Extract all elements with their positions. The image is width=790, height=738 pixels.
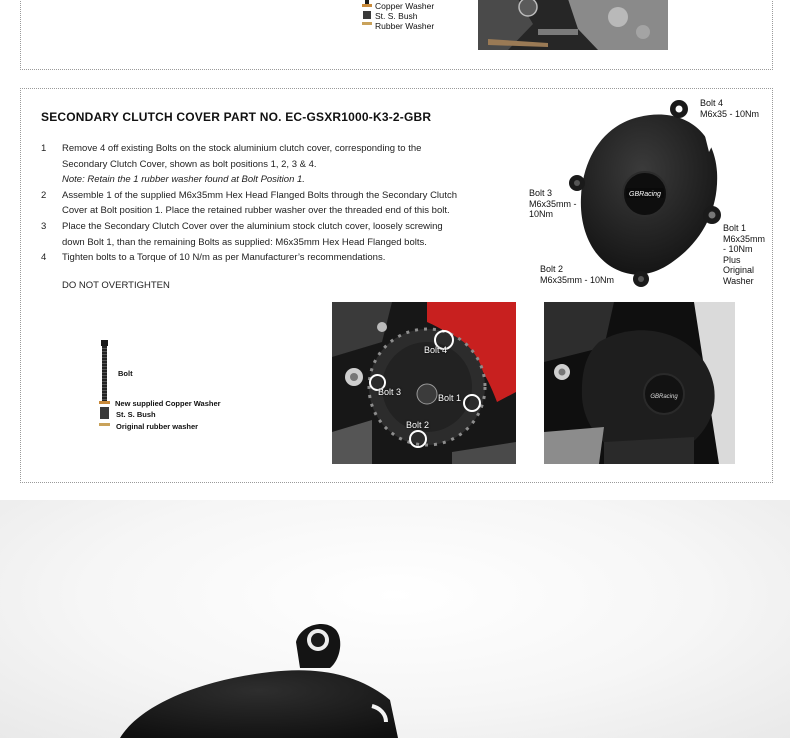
bolt2-marker-ring: [409, 430, 427, 448]
copper-washer-label: New supplied Copper Washer: [115, 399, 221, 408]
fitted-cover-illustration: [544, 302, 735, 464]
step-note: Note: Retain the 1 rubber washer found at Bolt Position 1.: [62, 174, 305, 186]
cover-logo: GBRacing: [629, 191, 661, 198]
section-title: [41, 110, 431, 124]
clutch-cover-product-shot: [0, 500, 790, 738]
bolt4-photo-label: Bolt 4: [424, 345, 448, 355]
callout-line: Washer: [723, 275, 754, 286]
copper-washer-label: Copper Washer: [375, 1, 435, 11]
step-text-line: Remove 4 off existing Bolts on the stock aluminium clutch cover, corresponding to the: [62, 143, 422, 154]
callout-line: - 10Nm: [723, 244, 753, 254]
fitted-logo: GBRacing: [650, 394, 678, 400]
step-text-line: down Bolt 1, than the remaining Bolts as supplied: M6x35mm Hex Head Flanged bolts.: [62, 236, 427, 248]
bush-shape: [100, 407, 109, 419]
section-title-prefix: SECONDARY CLUTCH COVER: [41, 110, 221, 124]
bolt1-callout: [723, 223, 765, 286]
bush-label: St. S. Bush: [116, 410, 156, 419]
bolt3-photo-label: Bolt 3: [378, 387, 402, 397]
product-hero-image: [0, 500, 790, 738]
engine-photo-illustration: [478, 0, 668, 50]
instruction-step: [41, 188, 491, 219]
bush-shape: [363, 11, 371, 19]
callout-line: 10Nm: [529, 209, 554, 219]
engine-photo-top: [478, 0, 668, 50]
callout-line: Bolt 2: [540, 264, 564, 274]
step-text-line: Secondary Clutch Cover, shown as bolt positions 1, 2, 3 & 4.: [62, 158, 317, 170]
rubber-washer-shape: [362, 22, 372, 25]
part-number: PART NO. EC-GSXR1000-K3-2-GBR: [223, 110, 432, 124]
bush-label: St. S. Bush: [375, 11, 418, 21]
step-text-line: Place the Secondary Clutch Cover over the aluminium stock clutch cover, loosely screwing: [62, 220, 443, 232]
step-text-line: Tighten bolts to a Torque of 10 N/m as per Manufacturer’s recommendations.: [62, 252, 386, 264]
callout-line: Plus: [723, 254, 741, 265]
step-text-line: Cover at Bolt position 1. Place the retained rubber washer over the threaded end of this bolt.: [62, 205, 450, 217]
instruction-step: [41, 250, 491, 266]
callout-line: Bolt 1: [723, 223, 747, 233]
rubber-washer-label: Original rubber washer: [116, 422, 199, 431]
callout-line: M6x35 - 10Nm: [700, 108, 760, 119]
step-number: 2: [41, 189, 47, 201]
rubber-washer-shape: [99, 423, 110, 426]
callout-line: Bolt 3: [529, 188, 553, 198]
bolt2-callout: [540, 264, 614, 285]
step-text-line: Assemble 1 of the supplied M6x35mm Hex Head Flanged Bolts through the Secondary Clutch: [62, 189, 457, 201]
bolt-label: Bolt: [118, 369, 133, 378]
step-number: 4: [41, 252, 47, 264]
rubber-washer-label: Rubber Washer: [375, 21, 435, 31]
bolt2-photo-label: Bolt 2: [406, 420, 430, 430]
bolt-shank-shape: [102, 346, 107, 401]
clutch-cover-illustration: [569, 97, 729, 287]
bolt1-marker-ring: [463, 394, 481, 412]
callout-line: Bolt 4: [700, 98, 724, 108]
callout-line: M6x35mm - 10Nm: [540, 274, 615, 285]
bolt-position-photo: [332, 302, 516, 464]
bolt3-callout: [529, 188, 577, 220]
copper-washer-shape: [99, 401, 110, 404]
instruction-list: [41, 141, 491, 266]
secondary-clutch-cover-section: [20, 88, 773, 483]
copper-washer-shape: [362, 4, 372, 7]
callout-line: Original: [723, 265, 755, 275]
callout-line: M6x35mm: [723, 233, 766, 244]
overtighten-warning: DO NOT OVERTIGHTEN: [62, 280, 170, 291]
bolt4-callout: [700, 98, 759, 119]
callout-line: M6x35mm -: [529, 198, 577, 209]
instruction-step: [41, 219, 491, 250]
step-number: 1: [41, 143, 47, 154]
bolt1-photo-label: Bolt 1: [438, 393, 462, 403]
instruction-step: [41, 141, 491, 188]
fitted-cover-photo: [544, 302, 735, 464]
previous-section-panel: [20, 0, 773, 70]
step-number: 3: [41, 220, 47, 232]
